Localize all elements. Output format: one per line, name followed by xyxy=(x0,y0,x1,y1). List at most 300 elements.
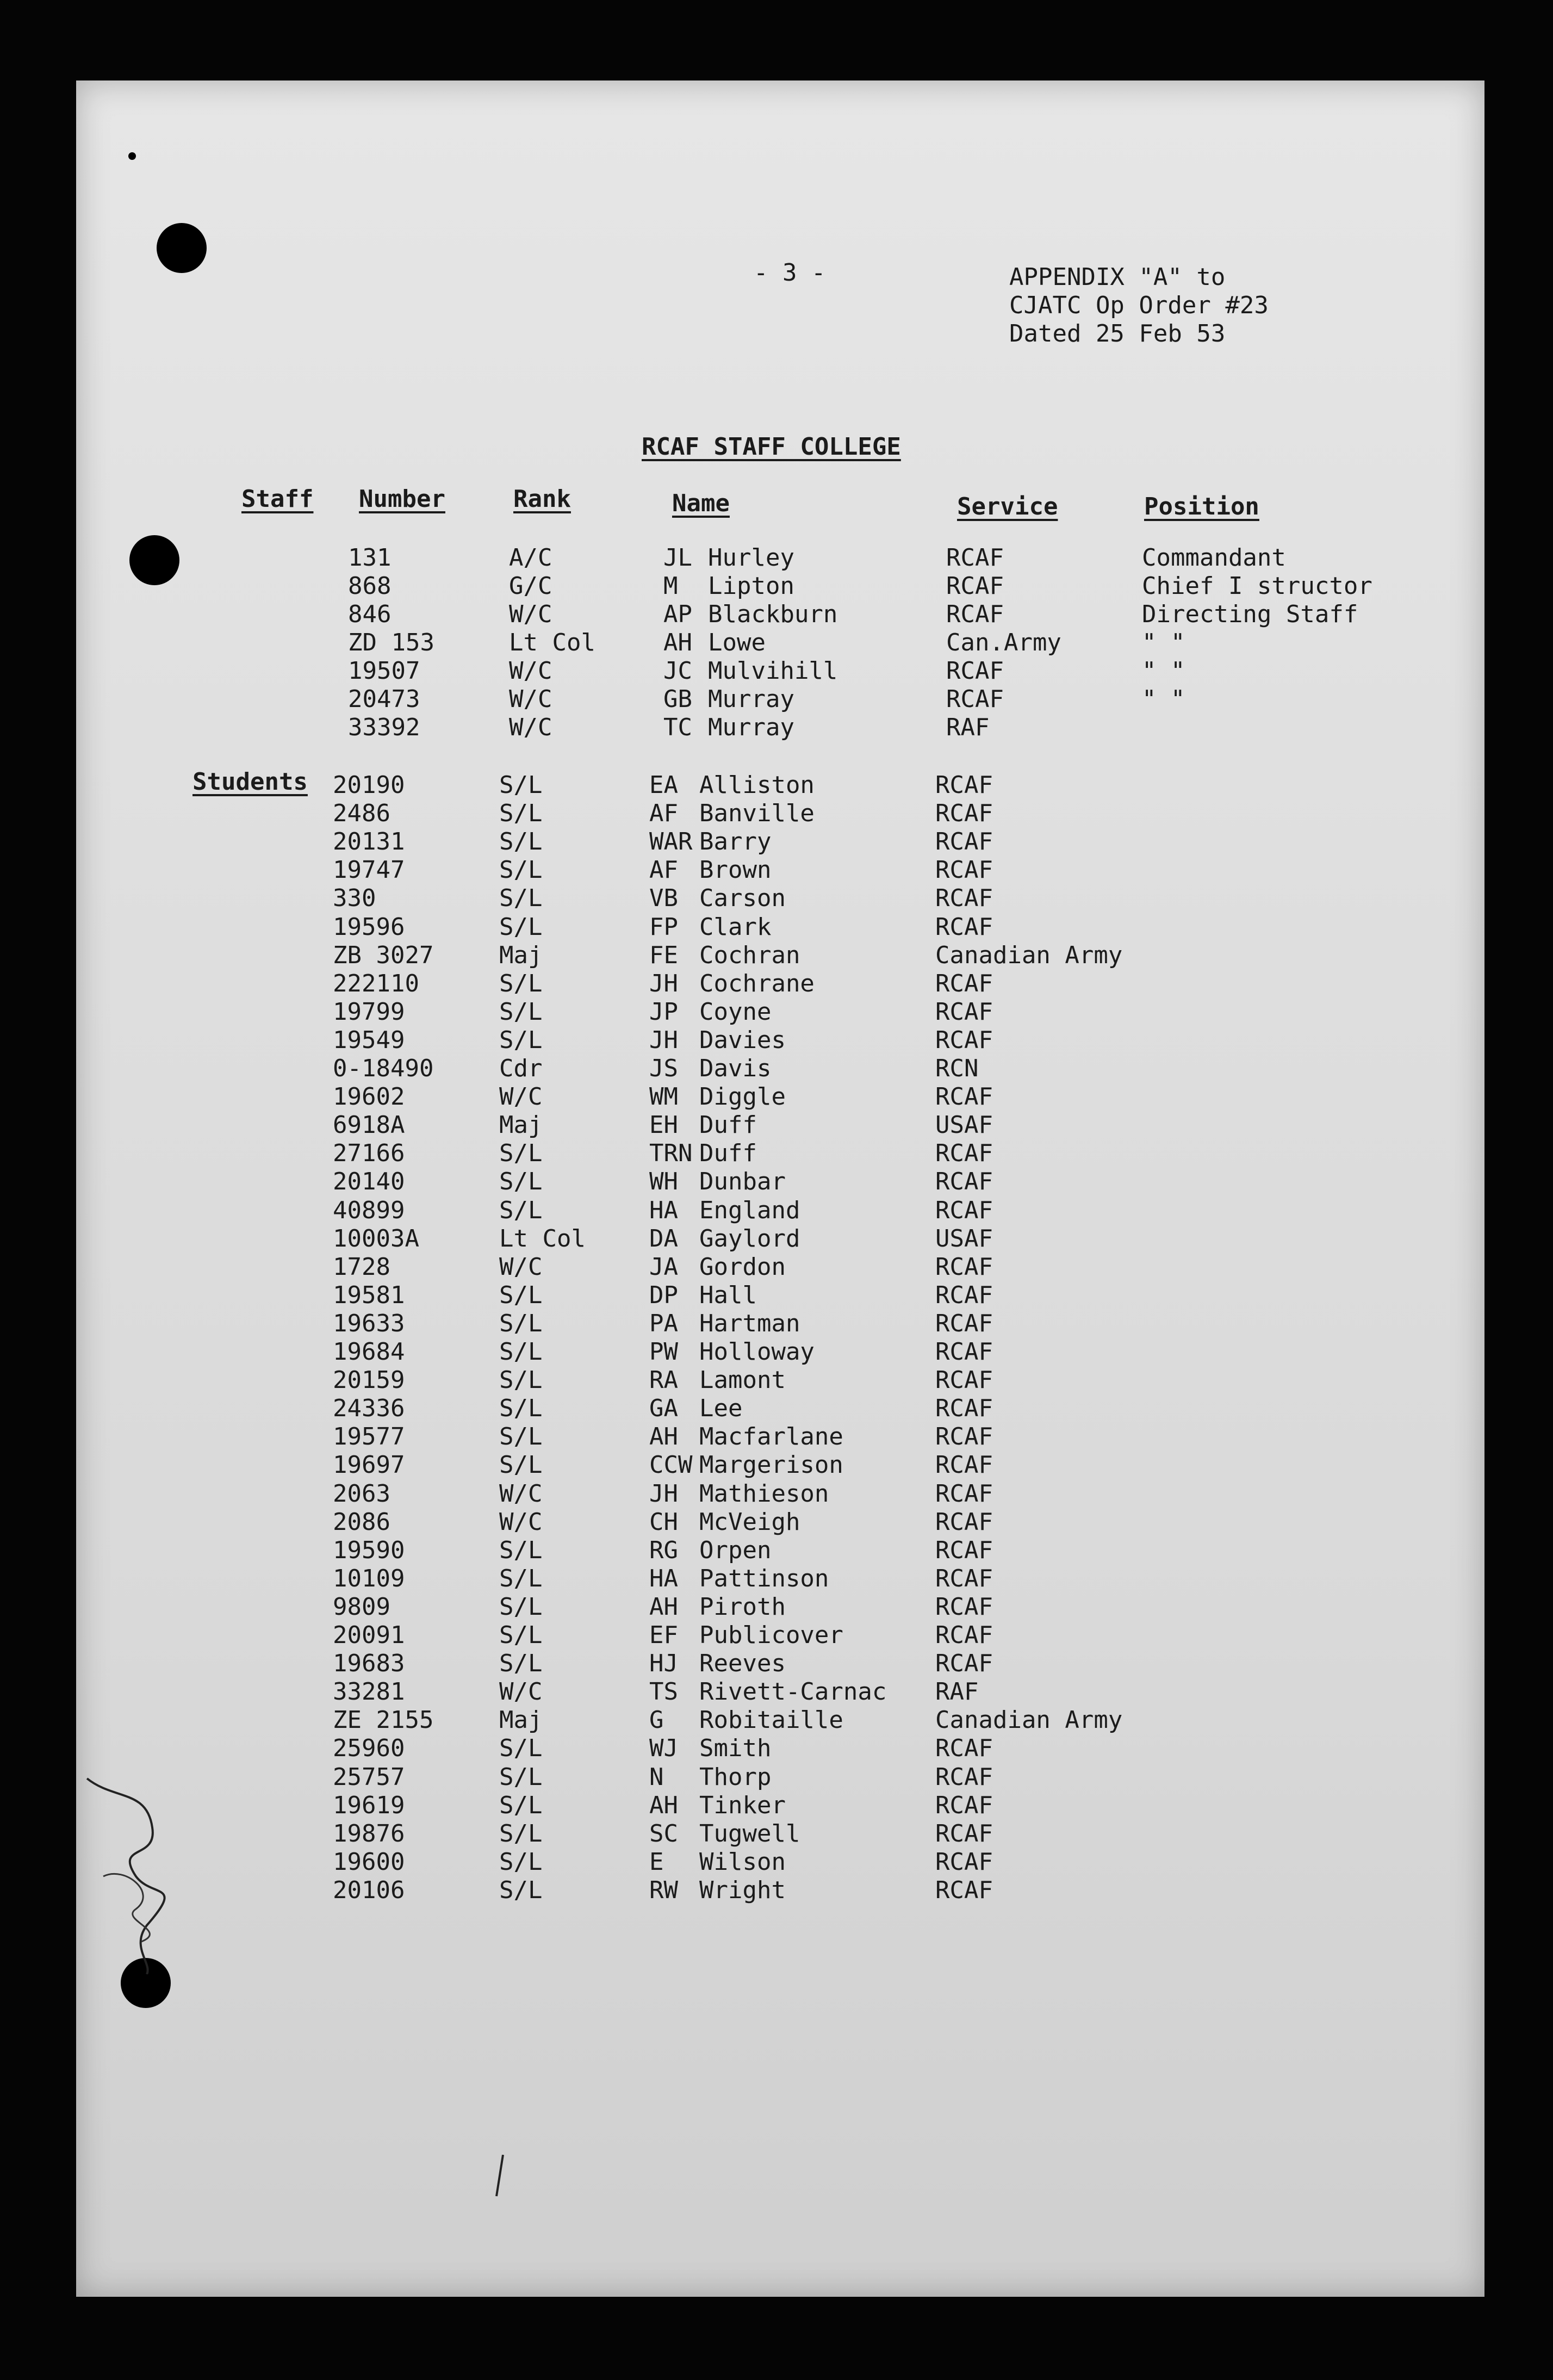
document-title: RCAF STAFF COLLEGE xyxy=(642,433,901,461)
table-row xyxy=(0,1310,1553,1338)
rank-cell: S/L xyxy=(499,884,543,913)
number-cell: 0-18490 xyxy=(333,1055,434,1082)
table-row xyxy=(0,1650,1553,1678)
initials-cell: AF xyxy=(649,856,678,884)
rank-cell: S/L xyxy=(499,997,543,1026)
service-cell: Canadian Army xyxy=(935,941,1123,969)
table-row xyxy=(0,1055,1553,1083)
rank-cell: S/L xyxy=(499,1876,543,1904)
pencil-mark xyxy=(492,2154,508,2197)
service-cell: RCAF xyxy=(935,1394,993,1423)
number-cell: 19549 xyxy=(333,1026,405,1054)
service-cell: RCAF xyxy=(935,1196,993,1224)
table-row xyxy=(0,1508,1553,1536)
service-cell: RCAF xyxy=(935,1338,993,1366)
service-cell: RCAF xyxy=(935,1026,993,1054)
surname-cell: Duff xyxy=(699,1111,757,1139)
rank-cell: S/L xyxy=(499,771,543,799)
surname-cell: Brown xyxy=(699,856,772,884)
initials-cell: HA xyxy=(649,1564,678,1592)
surname-cell: Hartman xyxy=(699,1309,800,1337)
column-header-number: Number xyxy=(359,485,445,513)
service-cell: RCAF xyxy=(935,1479,993,1508)
number-cell: 27166 xyxy=(333,1139,405,1168)
service-cell: RCAF xyxy=(935,913,993,941)
table-row xyxy=(0,714,1553,742)
initials-cell: RG xyxy=(649,1536,678,1564)
service-cell: RCAF xyxy=(935,1564,993,1592)
surname-cell: Duff xyxy=(699,1139,757,1168)
service-cell: RCAF xyxy=(935,1621,993,1649)
students-label: Students xyxy=(192,768,308,796)
surname-cell: Macfarlane xyxy=(699,1423,843,1451)
number-cell: 19507 xyxy=(348,657,420,685)
number-cell: 19683 xyxy=(333,1650,405,1678)
rank-cell: S/L xyxy=(499,1026,543,1054)
initials-cell: EF xyxy=(649,1621,678,1649)
surname-cell: Dunbar xyxy=(699,1168,786,1196)
surname-cell: Orpen xyxy=(699,1536,772,1564)
rank-cell: W/C xyxy=(499,1508,543,1536)
initials-cell: SC xyxy=(649,1819,678,1848)
initials-cell: JP xyxy=(649,997,678,1026)
initials-cell: G xyxy=(649,1706,664,1734)
surname-cell: Davies xyxy=(699,1026,786,1054)
rank-cell: W/C xyxy=(509,714,552,741)
table-row xyxy=(0,1225,1553,1253)
rank-cell: W/C xyxy=(499,1479,543,1508)
surname-cell: Alliston xyxy=(699,771,815,799)
table-row xyxy=(0,799,1553,828)
table-row xyxy=(0,1197,1553,1225)
surname-cell: Publicover xyxy=(699,1621,843,1649)
service-cell: RCAF xyxy=(935,1139,993,1168)
service-cell: RAF xyxy=(935,1678,979,1706)
number-cell: 19600 xyxy=(333,1848,405,1876)
initials-cell: AH xyxy=(649,1791,678,1819)
rank-cell: S/L xyxy=(499,913,543,941)
column-header-staff: Staff xyxy=(241,485,314,513)
service-cell: RCAF xyxy=(946,544,1004,572)
surname-cell: Carson xyxy=(699,884,786,913)
number-cell: 20190 xyxy=(333,771,405,799)
surname-cell: Lamont xyxy=(699,1366,786,1394)
service-cell: RCAF xyxy=(935,884,993,913)
rank-cell: W/C xyxy=(499,1253,543,1281)
surname-cell: Wilson xyxy=(699,1848,786,1876)
number-cell: 9809 xyxy=(333,1592,390,1621)
service-cell: RCAF xyxy=(946,600,1004,628)
number-cell: 19876 xyxy=(333,1819,405,1848)
number-cell: 25960 xyxy=(333,1734,405,1763)
service-cell: Canadian Army xyxy=(935,1706,1123,1734)
number-cell: 33392 xyxy=(348,714,420,741)
number-cell: 6918A xyxy=(333,1111,405,1139)
service-cell: RCAF xyxy=(935,997,993,1026)
table-row xyxy=(0,685,1553,714)
table-row xyxy=(0,1876,1553,1905)
initials-cell: RW xyxy=(649,1876,678,1904)
initials-cell: TC xyxy=(663,714,692,741)
surname-cell: Mulvihill xyxy=(708,657,838,685)
position-cell: " " xyxy=(1142,629,1185,656)
initials-cell: JS xyxy=(649,1055,678,1082)
appendix-line-1: APPENDIX "A" to xyxy=(1009,263,1226,291)
table-row xyxy=(0,600,1553,629)
service-cell: RCAF xyxy=(935,828,993,856)
surname-cell: Piroth xyxy=(699,1592,786,1621)
rank-cell: Maj xyxy=(499,941,543,969)
service-cell: RCAF xyxy=(935,771,993,799)
surname-cell: England xyxy=(699,1196,800,1224)
column-header-rank: Rank xyxy=(513,485,571,513)
surname-cell: Lowe xyxy=(708,629,766,656)
rank-cell: S/L xyxy=(499,1366,543,1394)
initials-cell: AF xyxy=(649,799,678,828)
rank-cell: Lt Col xyxy=(509,629,595,656)
rank-cell: S/L xyxy=(499,1650,543,1678)
initials-cell: JA xyxy=(649,1253,678,1281)
number-cell: 2086 xyxy=(333,1508,390,1536)
initials-cell: JH xyxy=(649,1026,678,1054)
initials-cell: E xyxy=(649,1848,664,1876)
surname-cell: Gordon xyxy=(699,1253,786,1281)
initials-cell: AP xyxy=(663,600,692,628)
number-cell: 19697 xyxy=(333,1451,405,1479)
surname-cell: Clark xyxy=(699,913,772,941)
service-cell: RCAF xyxy=(935,1734,993,1763)
surname-cell: Wright xyxy=(699,1876,786,1904)
surname-cell: Hurley xyxy=(708,544,794,572)
initials-cell: JL xyxy=(663,544,692,572)
initials-cell: WJ xyxy=(649,1734,678,1763)
table-row xyxy=(0,941,1553,970)
number-cell: 20106 xyxy=(333,1876,405,1904)
initials-cell: GB xyxy=(663,685,692,713)
surname-cell: Smith xyxy=(699,1734,772,1763)
table-row xyxy=(0,1820,1553,1848)
table-row xyxy=(0,1565,1553,1593)
service-cell: RCAF xyxy=(935,1876,993,1904)
rank-cell: Maj xyxy=(499,1111,543,1139)
surname-cell: Blackburn xyxy=(708,600,838,628)
table-row xyxy=(0,1621,1553,1650)
surname-cell: Hall xyxy=(699,1281,757,1309)
number-cell: 19684 xyxy=(333,1338,405,1366)
appendix-line-3: Dated 25 Feb 53 xyxy=(1009,320,1226,348)
service-cell: RCAF xyxy=(935,1763,993,1791)
initials-cell: HA xyxy=(649,1196,678,1224)
service-cell: RCAF xyxy=(935,1508,993,1536)
number-cell: 868 xyxy=(348,572,392,600)
initials-cell: TS xyxy=(649,1678,678,1706)
service-cell: RCAF xyxy=(946,685,1004,713)
initials-cell: GA xyxy=(649,1394,678,1423)
service-cell: RCAF xyxy=(935,1848,993,1876)
rank-cell: S/L xyxy=(499,1848,543,1876)
number-cell: 19633 xyxy=(333,1309,405,1337)
rank-cell: S/L xyxy=(499,1819,543,1848)
table-row xyxy=(0,1423,1553,1451)
initials-cell: N xyxy=(649,1763,664,1791)
table-row xyxy=(0,1281,1553,1310)
surname-cell: Coyne xyxy=(699,997,772,1026)
rank-cell: S/L xyxy=(499,1168,543,1196)
number-cell: 19799 xyxy=(333,997,405,1026)
table-row xyxy=(0,1678,1553,1706)
surname-cell: Davis xyxy=(699,1055,772,1082)
rank-cell: S/L xyxy=(499,1734,543,1763)
rank-cell: S/L xyxy=(499,1763,543,1791)
service-cell: RCAF xyxy=(935,1281,993,1309)
service-cell: RCAF xyxy=(935,1253,993,1281)
service-cell: RCAF xyxy=(935,1423,993,1451)
number-cell: 20131 xyxy=(333,828,405,856)
rank-cell: W/C xyxy=(499,1678,543,1706)
table-row xyxy=(0,1536,1553,1565)
table-row xyxy=(0,771,1553,799)
surname-cell: Barry xyxy=(699,828,772,856)
table-row xyxy=(0,1253,1553,1281)
number-cell: 24336 xyxy=(333,1394,405,1423)
rank-cell: W/C xyxy=(499,1083,543,1111)
rank-cell: S/L xyxy=(499,1451,543,1479)
number-cell: 10109 xyxy=(333,1564,405,1592)
initials-cell: EA xyxy=(649,771,678,799)
service-cell: RCN xyxy=(935,1055,979,1082)
number-cell: 10003A xyxy=(333,1224,419,1253)
service-cell: RCAF xyxy=(935,1592,993,1621)
table-row xyxy=(0,1083,1553,1111)
rank-cell: S/L xyxy=(499,828,543,856)
speck xyxy=(128,152,136,160)
surname-cell: Diggle xyxy=(699,1083,786,1111)
surname-cell: Gaylord xyxy=(699,1224,800,1253)
surname-cell: Banville xyxy=(699,799,815,828)
number-cell: 2486 xyxy=(333,799,390,828)
initials-cell: TRN xyxy=(649,1139,693,1168)
service-cell: RCAF xyxy=(946,572,1004,600)
rank-cell: S/L xyxy=(499,1791,543,1819)
initials-cell: DA xyxy=(649,1224,678,1253)
table-row xyxy=(0,1734,1553,1763)
position-cell: Commandant xyxy=(1142,544,1286,572)
initials-cell: WM xyxy=(649,1083,678,1111)
table-row xyxy=(0,998,1553,1026)
surname-cell: Lipton xyxy=(708,572,794,600)
rank-cell: S/L xyxy=(499,799,543,828)
number-cell: ZD 153 xyxy=(348,629,434,656)
table-row xyxy=(0,856,1553,884)
initials-cell: PW xyxy=(649,1338,678,1366)
surname-cell: Thorp xyxy=(699,1763,772,1791)
loose-thread xyxy=(82,1768,179,1974)
table-row xyxy=(0,657,1553,685)
column-header-position: Position xyxy=(1144,493,1259,520)
table-row xyxy=(0,1848,1553,1876)
table-row xyxy=(0,1763,1553,1792)
rank-cell: S/L xyxy=(499,1139,543,1168)
surname-cell: Rivett-Carnac xyxy=(699,1678,887,1706)
number-cell: 20473 xyxy=(348,685,420,713)
table-row xyxy=(0,572,1553,600)
table-row xyxy=(0,913,1553,941)
table-row xyxy=(0,1792,1553,1820)
number-cell: 19590 xyxy=(333,1536,405,1564)
initials-cell: FP xyxy=(649,913,678,941)
rank-cell: S/L xyxy=(499,1281,543,1309)
appendix-line-2: CJATC Op Order #23 xyxy=(1009,292,1269,319)
number-cell: 40899 xyxy=(333,1196,405,1224)
number-cell: 222110 xyxy=(333,969,419,997)
punch-hole-top xyxy=(157,223,207,273)
surname-cell: Cochrane xyxy=(699,969,815,997)
rank-cell: S/L xyxy=(499,1621,543,1649)
initials-cell: WAR xyxy=(649,828,693,856)
table-row xyxy=(0,1451,1553,1479)
rank-cell: W/C xyxy=(509,657,552,685)
rank-cell: S/L xyxy=(499,1564,543,1592)
table-row xyxy=(0,1111,1553,1139)
number-cell: 19596 xyxy=(333,913,405,941)
table-row xyxy=(0,970,1553,998)
service-cell: RCAF xyxy=(935,1451,993,1479)
table-row xyxy=(0,1168,1553,1196)
initials-cell: RA xyxy=(649,1366,678,1394)
number-cell: 33281 xyxy=(333,1678,405,1706)
initials-cell: JC xyxy=(663,657,692,685)
initials-cell: CH xyxy=(649,1508,678,1536)
surname-cell: Lee xyxy=(699,1394,743,1423)
rank-cell: S/L xyxy=(499,1394,543,1423)
surname-cell: Murray xyxy=(708,685,794,713)
initials-cell: CCW xyxy=(649,1451,693,1479)
initials-cell: JH xyxy=(649,969,678,997)
surname-cell: Margerison xyxy=(699,1451,843,1479)
page-number: - 3 - xyxy=(754,259,826,287)
service-cell: RCAF xyxy=(935,1819,993,1848)
number-cell: 846 xyxy=(348,600,392,628)
rank-cell: S/L xyxy=(499,1338,543,1366)
number-cell: 20140 xyxy=(333,1168,405,1196)
initials-cell: AH xyxy=(663,629,692,656)
table-row xyxy=(0,1706,1553,1734)
rank-cell: S/L xyxy=(499,1592,543,1621)
rank-cell: A/C xyxy=(509,544,552,572)
initials-cell: DP xyxy=(649,1281,678,1309)
table-row xyxy=(0,1480,1553,1508)
surname-cell: Robitaille xyxy=(699,1706,843,1734)
service-cell: RCAF xyxy=(935,1791,993,1819)
number-cell: 19581 xyxy=(333,1281,405,1309)
number-cell: 1728 xyxy=(333,1253,390,1281)
table-row xyxy=(0,1394,1553,1423)
table-row xyxy=(0,828,1553,856)
table-row xyxy=(0,1366,1553,1394)
rank-cell: S/L xyxy=(499,1196,543,1224)
surname-cell: Tinker xyxy=(699,1791,786,1819)
rank-cell: Lt Col xyxy=(499,1224,586,1253)
position-cell: Chief I structor xyxy=(1142,572,1372,600)
rank-cell: W/C xyxy=(509,600,552,628)
service-cell: USAF xyxy=(935,1224,993,1253)
initials-cell: WH xyxy=(649,1168,678,1196)
initials-cell: AH xyxy=(649,1592,678,1621)
table-row xyxy=(0,544,1553,572)
table-row xyxy=(0,1026,1553,1055)
number-cell: 19602 xyxy=(333,1083,405,1111)
number-cell: 25757 xyxy=(333,1763,405,1791)
position-cell: " " xyxy=(1142,685,1185,713)
rank-cell: G/C xyxy=(509,572,552,600)
number-cell: ZE 2155 xyxy=(333,1706,434,1734)
service-cell: RCAF xyxy=(935,1366,993,1394)
table-row xyxy=(0,1139,1553,1168)
surname-cell: Cochran xyxy=(699,941,800,969)
initials-cell: HJ xyxy=(649,1650,678,1678)
position-cell: " " xyxy=(1142,657,1185,685)
service-cell: RCAF xyxy=(935,856,993,884)
surname-cell: Holloway xyxy=(699,1338,815,1366)
table-row xyxy=(0,1593,1553,1621)
service-cell: RCAF xyxy=(946,657,1004,685)
initials-cell: JH xyxy=(649,1479,678,1508)
rank-cell: W/C xyxy=(509,685,552,713)
number-cell: ZB 3027 xyxy=(333,941,434,969)
number-cell: 330 xyxy=(333,884,376,913)
column-header-name: Name xyxy=(672,489,730,517)
service-cell: RAF xyxy=(946,714,990,741)
service-cell: RCAF xyxy=(935,969,993,997)
rank-cell: S/L xyxy=(499,1309,543,1337)
position-cell: Directing Staff xyxy=(1142,600,1358,628)
service-cell: RCAF xyxy=(935,799,993,828)
initials-cell: PA xyxy=(649,1309,678,1337)
number-cell: 2063 xyxy=(333,1479,390,1508)
initials-cell: M xyxy=(663,572,678,600)
rank-cell: S/L xyxy=(499,969,543,997)
number-cell: 19619 xyxy=(333,1791,405,1819)
table-row xyxy=(0,629,1553,657)
initials-cell: VB xyxy=(649,884,678,913)
number-cell: 20091 xyxy=(333,1621,405,1649)
service-cell: RCAF xyxy=(935,1309,993,1337)
surname-cell: McVeigh xyxy=(699,1508,800,1536)
number-cell: 19577 xyxy=(333,1423,405,1451)
rank-cell: Maj xyxy=(499,1706,543,1734)
service-cell: RCAF xyxy=(935,1083,993,1111)
surname-cell: Tugwell xyxy=(699,1819,800,1848)
rank-cell: S/L xyxy=(499,856,543,884)
number-cell: 19747 xyxy=(333,856,405,884)
initials-cell: EH xyxy=(649,1111,678,1139)
table-row xyxy=(0,884,1553,913)
service-cell: RCAF xyxy=(935,1536,993,1564)
number-cell: 20159 xyxy=(333,1366,405,1394)
rank-cell: S/L xyxy=(499,1423,543,1451)
initials-cell: FE xyxy=(649,941,678,969)
surname-cell: Reeves xyxy=(699,1650,786,1678)
column-header-service: Service xyxy=(957,493,1058,520)
surname-cell: Murray xyxy=(708,714,794,741)
service-cell: RCAF xyxy=(935,1168,993,1196)
rank-cell: Cdr xyxy=(499,1055,543,1082)
surname-cell: Mathieson xyxy=(699,1479,829,1508)
table-row xyxy=(0,1338,1553,1366)
surname-cell: Pattinson xyxy=(699,1564,829,1592)
service-cell: Can.Army xyxy=(946,629,1061,656)
service-cell: USAF xyxy=(935,1111,993,1139)
